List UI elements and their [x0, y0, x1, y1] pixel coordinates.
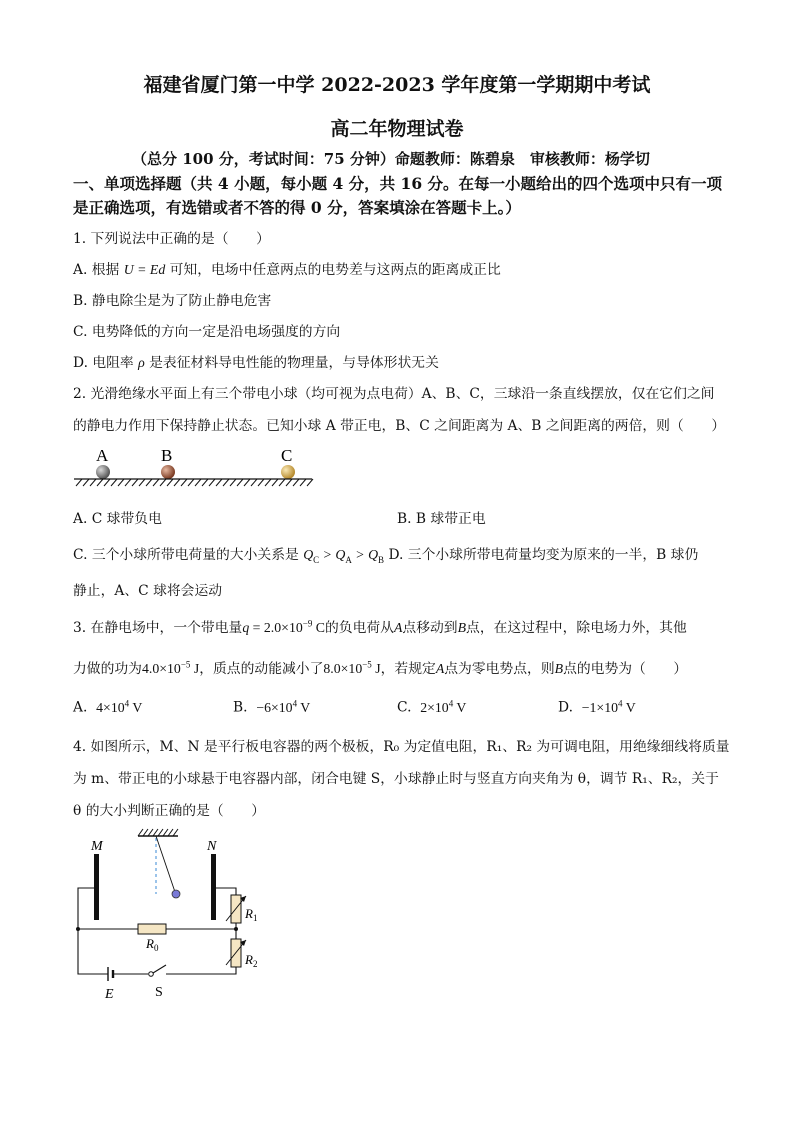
q3-work-mantissa: 4.0×10	[141, 661, 181, 676]
hatch-stroke	[272, 479, 278, 486]
hatch-stroke	[83, 479, 89, 486]
r0-label: $R_0$	[146, 936, 159, 953]
q3-text-1: 3. 在静电场中，一个带电量	[73, 620, 243, 636]
q3-text-2: 的负电荷从	[324, 620, 394, 636]
q3-opt-c-label: C.	[397, 699, 412, 716]
hatch-stroke	[160, 479, 166, 486]
exam-info: （总分 100 分，考试时间：75 分钟）命题教师：陈碧泉 审核教师：杨学切	[132, 150, 650, 168]
q3-point-a2: A	[435, 661, 445, 676]
battery-label: E	[105, 987, 114, 1002]
q3-opt-b-unit: V	[297, 699, 311, 715]
q4-stem-line3: θ 的大小判断正确的是（ ）	[73, 803, 266, 819]
q1-option-a	[73, 258, 501, 278]
q3-work-unit: J	[190, 661, 200, 676]
hatch-stroke	[223, 479, 229, 486]
q3-opt-d-label: D.	[558, 699, 573, 716]
hatch-stroke	[300, 479, 306, 486]
bottom-right-wire	[166, 967, 236, 974]
q3-work	[142, 661, 199, 676]
q3-option-d	[558, 698, 636, 716]
junction-left	[76, 927, 80, 931]
resistor-r0	[138, 924, 166, 934]
hatch-stroke	[76, 479, 82, 486]
ceiling-hatch-stroke	[173, 829, 178, 836]
hatch-stroke	[237, 479, 243, 486]
charged-ball	[172, 890, 180, 898]
hatch-stroke	[188, 479, 194, 486]
ball-label-c: C	[281, 446, 293, 465]
q3-point-a: A	[393, 620, 403, 635]
q2-option-b: B. B 球带正电	[397, 511, 486, 527]
q2-option-d-start: D. 三个小球所带电荷量均变为原来的一半，B 球仍	[388, 547, 699, 563]
left-wire	[78, 888, 108, 974]
q3-ke-exp: −5	[362, 659, 372, 670]
q3-opt-b-exp: 4	[292, 698, 298, 708]
q1-option-a-formula: U = Ed	[123, 262, 166, 277]
q3-opt-a-exp: 4	[124, 698, 130, 708]
ceiling-hatch-stroke	[153, 829, 158, 836]
q2-stem-line1: 2. 光滑绝缘水平面上有三个带电小球（均可视为点电荷）A、B、C，三球沿一条直线摆放，仅在它们之间	[73, 386, 715, 402]
q2-figure	[68, 442, 318, 492]
q3-opt-c-unit: V	[453, 699, 467, 715]
q3-opt-d-unit: V	[622, 699, 636, 715]
ball-c	[281, 465, 295, 479]
q4-stem-line2: 为 m、带正电的小球悬于电容器内部，闭合电键 S，小球静止时与竖直方向夹角为 θ，调节 R₁、R₂，关于	[73, 771, 719, 787]
ceiling-hatch-stroke	[148, 829, 153, 836]
hatch-stroke	[118, 479, 124, 486]
ceiling-hatch-stroke	[158, 829, 163, 836]
hatch-stroke	[258, 479, 264, 486]
hatch-stroke	[195, 479, 201, 486]
q2-option-a: A. C 球带负电	[73, 511, 162, 527]
switch-lever	[153, 965, 166, 973]
hatch-stroke	[181, 479, 187, 486]
plate-m-label: M	[91, 839, 103, 854]
q3-opt-a-unit: V	[129, 699, 143, 715]
q3-ke	[323, 661, 380, 676]
q3-text-8: 点为零电势点，则	[444, 661, 555, 677]
hatch-stroke	[307, 479, 313, 486]
r1-label: $R_1$	[245, 906, 258, 923]
q4-stem-line1: 4. 如图所示，M、N 是平行板电容器的两个极板，R₀ 为定值电阻，R₁、R₂ 为可调电阻，用绝缘细线将质量	[73, 739, 730, 755]
hatch-stroke	[209, 479, 215, 486]
q2-option-c-prefix: C. 三个小球所带电荷量的大小关系是	[73, 547, 299, 563]
hatch-stroke	[279, 479, 285, 486]
q1-option-a-prefix: A. 根据	[73, 262, 120, 278]
hatch-stroke	[244, 479, 250, 486]
q3-point-b: B	[457, 620, 467, 635]
q1-option-d	[73, 351, 439, 371]
q3-opt-b-label: B.	[233, 699, 248, 716]
q3-opt-d-exp: 4	[618, 698, 623, 708]
q3-text-5: 力做的功为	[73, 661, 142, 677]
n-wire	[214, 888, 236, 895]
ceiling-hatch-stroke	[163, 829, 168, 836]
plate-n	[211, 854, 216, 920]
plate-m	[94, 854, 99, 920]
hatch-stroke	[265, 479, 271, 486]
q3-text-6: ，质点的动能减小了	[199, 661, 324, 677]
hatch-stroke	[286, 479, 292, 486]
switch-pivot	[149, 972, 154, 977]
hatch-stroke	[146, 479, 152, 486]
q3-opt-a-label: A.	[73, 699, 88, 716]
q3-text-9: 点的电势为（ ）	[563, 661, 688, 677]
hatch-stroke	[132, 479, 138, 486]
hatch-stroke	[153, 479, 159, 486]
hatch-stroke	[104, 479, 110, 486]
q3-charge: $q = 2.0\times 10^{-9}$ C	[242, 618, 325, 635]
hatch-stroke	[202, 479, 208, 486]
q2-charge-relation: $Q_C > Q_A > Q_B$	[303, 547, 385, 565]
q3-opt-a-mant: 4×10	[96, 699, 125, 715]
ground-hatch	[76, 479, 313, 486]
hatch-stroke	[90, 479, 96, 486]
q2-stem-line2: 的静电力作用下保持静止状态。已知小球 A 带正电，B、C 之间距离为 A、B 之间距离的两倍，则（ ）	[73, 418, 726, 434]
hatch-stroke	[125, 479, 131, 486]
ceiling-hatch-stroke	[143, 829, 148, 836]
ceiling-hatch	[138, 829, 178, 836]
ceiling-hatch-stroke	[138, 829, 143, 836]
hatch-stroke	[111, 479, 117, 486]
q1-option-a-text: 可知，电场中任意两点的电势差与这两点的距离成正比	[169, 262, 501, 278]
q3-option-b	[233, 698, 310, 716]
hatch-stroke	[97, 479, 103, 486]
q3-charge-exp: −9	[302, 618, 313, 629]
q3-ke-mantissa: 8.0×10	[323, 661, 363, 676]
q1-stem: 1. 下列说法中正确的是（ ）	[73, 231, 270, 247]
thread	[156, 836, 175, 892]
q3-ke-unit: J	[371, 661, 381, 676]
ceiling-hatch-stroke	[168, 829, 173, 836]
q3-point-b2: B	[554, 661, 564, 676]
hatch-stroke	[293, 479, 299, 486]
q3-opt-c-mant: 2×10	[420, 699, 449, 715]
hatch-stroke	[216, 479, 222, 486]
hatch-stroke	[230, 479, 236, 486]
hatch-stroke	[139, 479, 145, 486]
q1-option-d-text: 是表征材料导电性能的物理量，与导体形状无关	[149, 355, 439, 371]
q3-opt-c-exp: 4	[448, 698, 454, 708]
hatch-stroke	[251, 479, 257, 486]
plate-n-label: N	[207, 839, 217, 854]
q3-option-a	[73, 698, 142, 716]
hatch-stroke	[174, 479, 180, 486]
q3-text-3: 点移动到	[402, 620, 458, 636]
exam-subtitle: 高二年物理试卷	[330, 118, 464, 140]
q3-stem-line1	[73, 616, 687, 636]
q1-option-c: C. 电势降低的方向一定是沿电场强度的方向	[73, 324, 341, 340]
section-heading-line1: 一、单项选择题（共 4 小题，每小题 4 分，共 16 分。在每一小题给出的四个选项中只有一项	[73, 174, 723, 193]
ball-a	[96, 465, 110, 479]
q1-option-d-prefix: D. 电阻率	[73, 355, 134, 371]
r2-label: $R_2$	[245, 952, 258, 969]
q3-opt-b-mant: −6×10	[256, 699, 293, 715]
q1-option-d-symbol: ρ	[138, 355, 145, 370]
q3-opt-d-mant: −1×10	[581, 699, 619, 715]
switch-label: S	[155, 985, 163, 1000]
q4-circuit-figure	[68, 826, 278, 1004]
q3-option-c	[397, 698, 466, 716]
exam-title: 福建省厦门第一中学 2022-2023 学年度第一学期期中考试	[143, 74, 651, 96]
ball-label-a: A	[96, 446, 109, 465]
hatch-stroke	[167, 479, 173, 486]
q1-option-b: B. 静电除尘是为了防止静电危害	[73, 293, 272, 309]
section-heading-line2: 是正确选项，有选错或者不答的得 0 分，答案填涂在答题卡上。）	[73, 198, 521, 217]
q2-option-c	[73, 543, 698, 565]
q3-work-exp: −5	[180, 659, 191, 670]
q2-option-d-line2: 静止，A、C 球将会运动	[73, 583, 223, 599]
q3-text-4: 点，在这过程中，除电场力外，其他	[466, 620, 687, 636]
q3-stem-line2	[73, 657, 687, 677]
ball-label-b: B	[161, 446, 173, 465]
ball-b	[161, 465, 175, 479]
q3-text-7: ，若规定	[380, 661, 436, 677]
